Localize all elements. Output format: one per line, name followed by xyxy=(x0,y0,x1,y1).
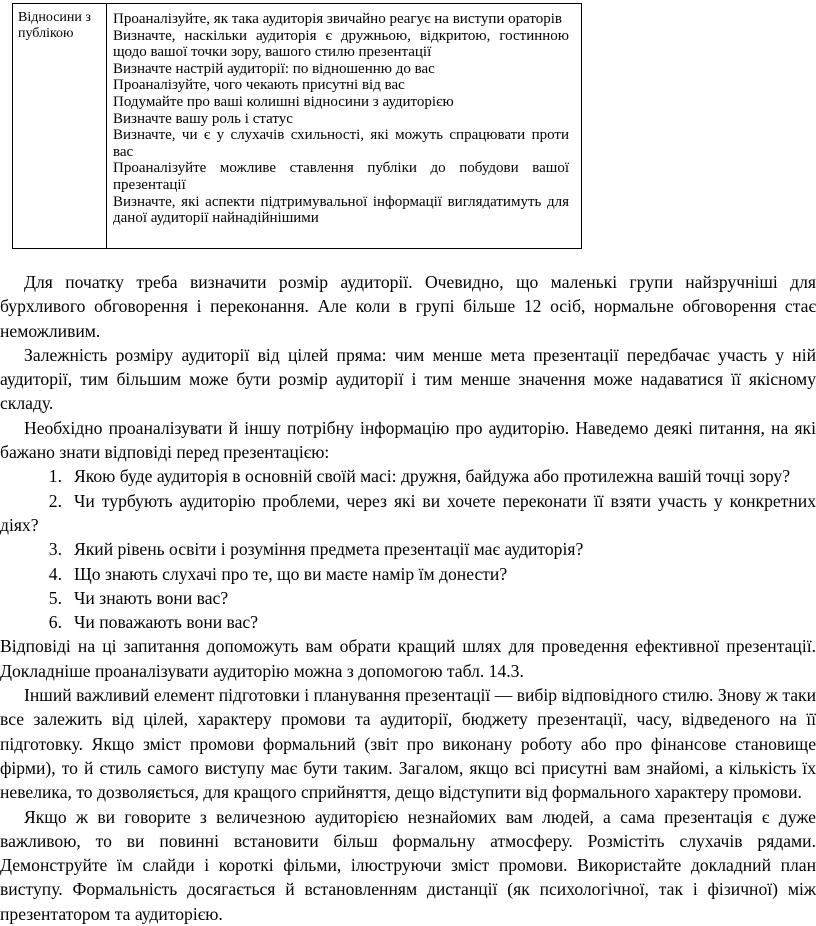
list-item-text: Чи знають вони вас? xyxy=(74,587,229,608)
table-item: Проаналізуйте, чого чекають присутні від вас xyxy=(113,77,405,94)
table-row-label: Відносини з публікою xyxy=(18,10,91,41)
list-item-text: Якою буде аудиторія в основній своїй масі: дружня, байдужа або протилежна вашій точці зору? xyxy=(74,466,791,487)
list-number: 1. xyxy=(48,466,62,487)
table-item: Визначте настрій аудиторії: по відношенню до вас xyxy=(113,60,435,77)
table-item: Подумайте про ваші колишні відносини з аудиторією xyxy=(113,93,454,110)
list-number: 2. xyxy=(48,490,62,511)
audience-relations-table xyxy=(12,3,582,249)
list-item-text: Який рівень освіти і розуміння предмета презентації має аудиторія? xyxy=(74,539,584,560)
table-row xyxy=(13,4,582,249)
paragraph: Необхідно проаналізувати й іншу потрібну інформацію про аудиторію. Наведемо деякі питання, на які бажано знати відповіді перед презентацією: xyxy=(0,417,816,463)
paragraph: Якщо ж ви говорите з величезною аудиторією незнайомих вам людей, а сама презентація є дуже важливою, то ви повинні встановити більш формальну атмосферу. Розмістіть слухачів рядами. Демонструйте їм слайди і короткі фільми, ілюструючи зміст промови. Використайте докладний план виступу. Формальність досягається й встановленням дистанції (як психологічної, так і фізичної) між презентатором та аудиторією. xyxy=(0,806,816,924)
table-item: Визначте, чи є у слухачів схильності, які можуть спрацювати проти вас xyxy=(113,127,569,160)
paragraph: Залежність розміру аудиторії від цілей пряма: чим менше мета презентації передбачає участь у ній аудиторії, тим більшим може бути розмір аудиторії і тим менше значення може надаватися її якісному складу. xyxy=(0,344,816,414)
list-item xyxy=(0,489,816,538)
table-item: Визначте, наскільки аудиторія є дружньою, відкритою, гостинною щодо вашої точки зору, вашого стилю презентації xyxy=(113,27,569,61)
table-item: Проаналізуйте можливе ставлення публіки до побудови вашої презентації xyxy=(113,160,569,193)
list-item xyxy=(0,610,816,634)
list-item xyxy=(0,537,816,561)
list-number: 4. xyxy=(48,563,62,584)
table-item: Визначте вашу роль і статус xyxy=(113,110,293,127)
list-item xyxy=(0,562,816,586)
paragraph: Відповіді на ці запитання допоможуть вам обрати кращий шлях для проведення ефективної презентації. Докладніше проаналізувати аудиторію можна з допомогою табл. 14.3. xyxy=(0,636,816,681)
paragraph: Інший важливий елемент підготовки і планування презентації — вибір відповідного стилю. Знову ж таки все залежить від цілей, характеру промови та аудиторії, бюджету презентації, часу, відведеного на її підготовку. Якщо зміст промови формальний (звіт про виконану роботу або про фінансове становище фірми), то й стиль самого виступу має бути таким. Загалом, якщо всі присутні вам знайомі, а кількість їх невелика, то дозволяється, для кращого сприйняття, дещо відступити від формального характеру промови. xyxy=(0,685,816,803)
list-item-text: Що знають слухачі про те, що ви маєте намір їм донести? xyxy=(74,563,508,584)
table-item-list xyxy=(107,4,581,227)
table-item: Проаналізуйте, як така аудиторія звичайно реагує на виступи ораторів xyxy=(113,11,563,27)
table-label-cell xyxy=(13,4,107,249)
table-items-cell xyxy=(107,4,582,249)
list-item-text: Чи поважають вони вас? xyxy=(74,612,259,633)
body-text xyxy=(0,270,816,926)
list-item xyxy=(0,586,816,610)
list-number: 6. xyxy=(48,612,62,633)
question-list xyxy=(0,464,816,634)
list-number: 5. xyxy=(48,587,62,608)
list-number: 3. xyxy=(48,539,62,560)
list-item xyxy=(0,464,816,488)
paragraph: Для початку треба визначити розмір аудиторії. Очевидно, що маленькі групи найзручніші для бурхливого обговорення і переконання. Але коли в групі більше 12 осіб, нормальне обговорення стає неможливим. xyxy=(0,272,816,341)
list-item-text: Чи турбують аудиторію проблеми, через які ви хочете переконати її взяти участь у конкретних діях? xyxy=(0,490,816,535)
table-item: Визначте, які аспекти підтримувальної інформації виглядатимуть для даної аудиторії найнадійнішими xyxy=(113,193,569,227)
